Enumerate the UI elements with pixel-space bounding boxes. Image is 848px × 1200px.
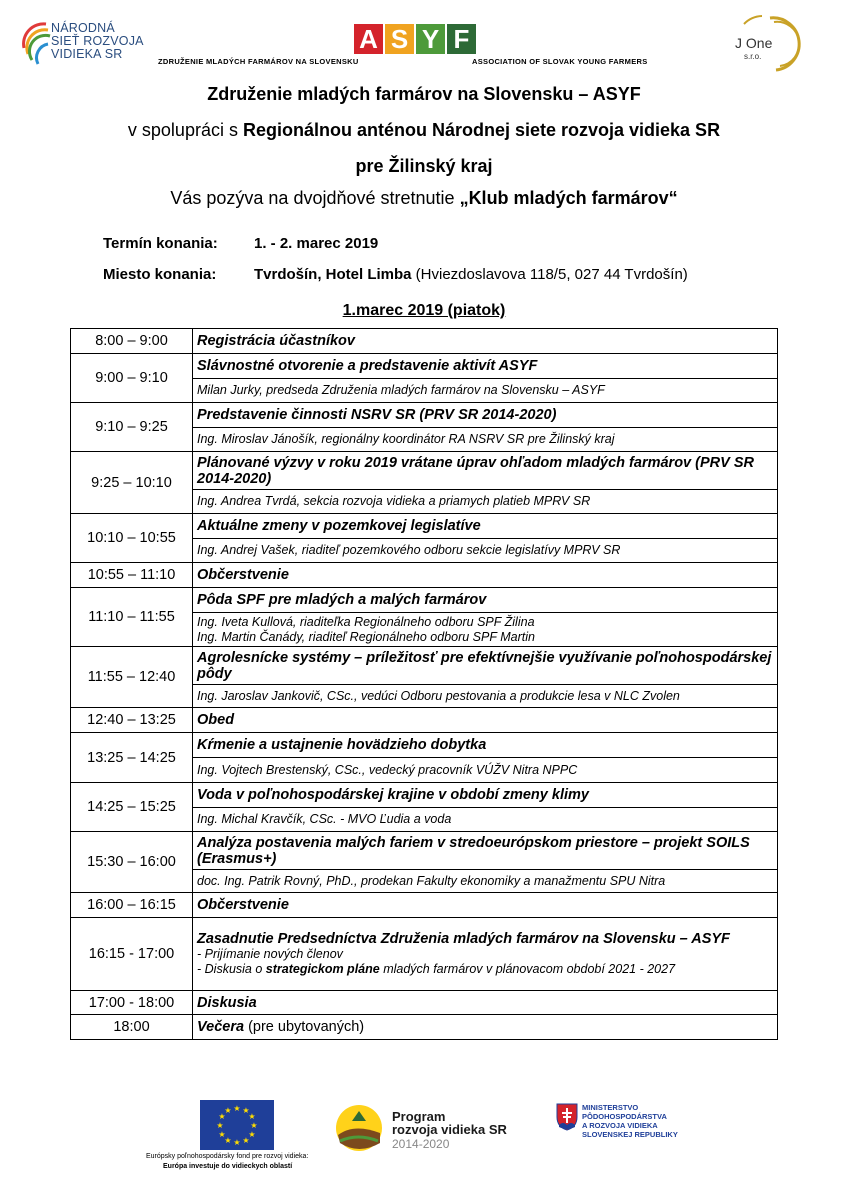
agenda-title: Obed <box>193 708 778 733</box>
asyf-letter-s: S <box>385 24 414 54</box>
heading-organization: Združenie mladých farmárov na Slovensku – ASYF <box>207 84 641 104</box>
svg-text:★: ★ <box>250 1121 258 1130</box>
agenda-title: Pôda SPF pre mladých a malých farmárov <box>193 588 778 613</box>
agenda-row <box>71 403 778 428</box>
agenda-time: 17:00 - 18:00 <box>71 991 193 1015</box>
agenda-row <box>71 832 778 870</box>
nsrv-line-2: SIEŤ ROZVOJA <box>51 34 144 48</box>
agenda-time: 15:30 – 16:00 <box>71 832 193 893</box>
prv-line-2: rozvoja vidieka SR <box>392 1122 507 1137</box>
agenda-time: 11:55 – 12:40 <box>71 647 193 708</box>
prv-line-1: Program <box>392 1109 446 1124</box>
agenda-title: Zasadnutie Predsedníctva Združenia mladých farmárov na Slovensku – ASYF <box>197 931 730 947</box>
agenda-row <box>71 514 778 539</box>
agenda-time: 14:25 – 15:25 <box>71 783 193 832</box>
agenda-time: 16:15 - 17:00 <box>71 918 193 991</box>
agenda-title: Agrolesnícke systémy – príležitosť pre efektívnejšie využívanie poľnohospodárskej pôdy <box>193 647 778 685</box>
svg-text:★: ★ <box>233 1104 241 1113</box>
agenda-speaker: Ing. Vojtech Brestenský, CSc., vedecký pracovník VÚŽV Nitra NPPC <box>193 758 778 783</box>
agenda-time: 9:25 – 10:10 <box>71 452 193 514</box>
prv-name <box>392 1110 507 1136</box>
agenda-speaker: Ing. Andrej Vašek, riaditeľ pozemkového odboru sekcie legislatívy MPRV SR <box>193 539 778 563</box>
prv-emblem-icon <box>334 1103 384 1153</box>
agenda-time: 12:40 – 13:25 <box>71 708 193 733</box>
shield-icon <box>556 1103 578 1131</box>
heading-invitation-prefix: Vás pozýva na dvojdňové stretnutie <box>170 188 460 208</box>
agenda-row <box>71 588 778 613</box>
jone-logo <box>722 12 802 76</box>
agenda-row <box>71 563 778 588</box>
agenda-speaker: Ing. Michal Kravčík, CSc. - MVO Ľudia a voda <box>193 808 778 832</box>
agenda-title: Predstavenie činnosti NSRV SR (PRV SR 2014-2020) <box>193 403 778 428</box>
heading-invitation <box>0 188 848 209</box>
agenda-title-main: Večera <box>197 1019 245 1035</box>
heading-cooperation <box>0 120 848 141</box>
agenda-title: Diskusia <box>193 991 778 1015</box>
agenda-row <box>71 647 778 685</box>
agenda-speaker: Milan Jurky, predseda Združenia mladých farmárov na Slovensku – ASYF <box>193 379 778 403</box>
agenda-speaker: Ing. Miroslav Jánošík, regionálny koordinátor RA NSRV SR pre Žilinský kraj <box>193 428 778 452</box>
jone-name: J One <box>735 35 773 51</box>
asyf-letter-y: Y <box>416 24 445 54</box>
asyf-letter-f: F <box>447 24 476 54</box>
term-label: Termín konania: <box>103 235 218 252</box>
svg-text:★: ★ <box>248 1130 256 1139</box>
eu-slogan-text: Európa investuje do vidieckych oblastí <box>163 1163 293 1170</box>
nsrv-line-1: NÁRODNÁ <box>51 21 115 35</box>
agenda-row <box>71 893 778 918</box>
agenda-row <box>71 991 778 1015</box>
place-address: (Hviezdoslavova 118/5, 027 44 Tvrdošín) <box>411 266 688 283</box>
agenda-speakers <box>193 613 778 647</box>
agenda-row <box>71 452 778 490</box>
term-value: 1. - 2. marec 2019 <box>254 235 379 252</box>
svg-text:★: ★ <box>216 1121 224 1130</box>
agenda-time: 16:00 – 16:15 <box>71 893 193 918</box>
agenda-row <box>71 329 778 354</box>
agenda-title: Slávnostné otvorenie a predstavenie aktivít ASYF <box>193 354 778 379</box>
ministry-line-3: A ROZVOJA VIDIEKA <box>582 1121 658 1130</box>
place-label: Miesto konania: <box>103 266 217 283</box>
prv-period: 2014-2020 <box>392 1137 450 1151</box>
agenda-speaker: doc. Ing. Patrik Rovný, PhD., prodekan Fakulty ekonomiky a manažmentu SPU Nitra <box>193 870 778 893</box>
agenda-time: 9:00 – 9:10 <box>71 354 193 403</box>
agenda-title: Občerstvenie <box>193 893 778 918</box>
svg-text:★: ★ <box>218 1112 226 1121</box>
agenda-time: 9:10 – 9:25 <box>71 403 193 452</box>
agenda-title: Kŕmenie a ustajnenie hovädzieho dobytka <box>193 733 778 758</box>
svg-text:★: ★ <box>233 1138 241 1147</box>
nsrv-logo <box>18 14 168 74</box>
heading-region: pre Žilinský kraj <box>355 156 493 176</box>
svg-text:★: ★ <box>224 1136 232 1145</box>
nsrv-line-3: VIDIEKA SR <box>51 47 123 61</box>
agenda-title: Voda v poľnohospodárskej krajine v období zmeny klimy <box>193 783 778 808</box>
jone-suffix: s.r.o. <box>744 52 762 61</box>
svg-text:★: ★ <box>224 1106 232 1115</box>
agenda-note-prefix: - Diskusia o <box>197 962 266 976</box>
agenda-row <box>71 783 778 808</box>
ministry-line-1: MINISTERSTVO <box>582 1103 639 1112</box>
agenda-note-emphasis: strategickom pláne <box>265 962 380 976</box>
svg-text:★: ★ <box>242 1106 250 1115</box>
agenda-time: 18:00 <box>71 1015 193 1040</box>
svg-text:★: ★ <box>218 1130 226 1139</box>
agenda-title: Analýza postavenia malých fariem v stredoeurópskom priestore – projekt SOILS (Erasmus+) <box>193 832 778 870</box>
agenda-title-note: (pre ubytovaných) <box>244 1019 365 1035</box>
agenda-note <box>197 962 773 977</box>
place-name: Tvrdošín, Hotel Limba <box>254 266 412 283</box>
heading-cooperation-partner: Regionálnou anténou Národnej siete rozvoja vidieka SR <box>242 120 721 140</box>
agenda-title: Registrácia účastníkov <box>193 329 778 354</box>
agenda-speaker: Ing. Martin Čanády, riaditeľ Regionálneho odboru SPF Martin <box>197 629 535 644</box>
prv-landscape-icon <box>334 1103 384 1153</box>
asyf-logo <box>354 24 478 56</box>
asyf-name-en: ASSOCIATION OF SLOVAK YOUNG FARMERS <box>472 57 648 66</box>
agenda-row <box>71 918 778 991</box>
agenda-speaker: Ing. Jaroslav Jankovič, CSc., vedúci Odboru pestovania a produkcie lesa v NLC Zvolen <box>193 685 778 708</box>
agenda-speaker: Ing. Andrea Tvrdá, sekcia rozvoja vidieka a priamych platieb MPRV SR <box>193 490 778 514</box>
agenda-speaker: Ing. Iveta Kullová, riaditeľka Regionálneho odboru SPF Žilina <box>197 614 535 629</box>
agenda-title: Občerstvenie <box>193 563 778 588</box>
agenda-title <box>193 1015 778 1040</box>
agenda-title-with-notes <box>193 918 778 991</box>
day-heading: 1.marec 2019 (piatok) <box>342 302 506 319</box>
nsrv-swirl-icon <box>18 18 52 68</box>
eu-flag-icon <box>200 1100 274 1150</box>
agenda-row <box>71 733 778 758</box>
agenda-title: Plánované výzvy v roku 2019 vrátane úprav ohľadom mladých farmárov (PRV SR 2014-2020) <box>193 452 778 490</box>
nsrv-logo-text <box>51 22 144 61</box>
agenda-note: - Prijímanie nových členov <box>197 947 343 961</box>
agenda-note-rest: mladých farmárov v plánovacom období 2021 - 2027 <box>379 962 676 976</box>
agenda-row <box>71 1015 778 1040</box>
agenda-time: 10:10 – 10:55 <box>71 514 193 563</box>
eu-stars-icon <box>200 1100 274 1150</box>
ministry-line-2: PÔDOHOSPODÁRSTVA <box>582 1112 667 1121</box>
agenda-time: 8:00 – 9:00 <box>71 329 193 354</box>
place-value <box>254 266 688 283</box>
slovak-coat-of-arms-icon <box>556 1103 578 1131</box>
heading-event-name: „Klub mladých farmárov“ <box>459 188 678 208</box>
agenda-time: 13:25 – 14:25 <box>71 733 193 783</box>
ministry-name <box>582 1103 678 1139</box>
agenda-time: 11:10 – 11:55 <box>71 588 193 647</box>
asyf-name-sk: ZDRUŽENIE MLADÝCH FARMÁROV NA SLOVENSKU <box>158 57 359 66</box>
agenda-title: Aktuálne zmeny v pozemkovej legislatíve <box>193 514 778 539</box>
asyf-letter-a: A <box>354 24 383 54</box>
agenda-row <box>71 354 778 379</box>
svg-text:★: ★ <box>242 1136 250 1145</box>
agenda-time: 10:55 – 11:10 <box>71 563 193 588</box>
agenda-row <box>71 708 778 733</box>
ministry-line-4: SLOVENSKEJ REPUBLIKY <box>582 1130 678 1139</box>
agenda-table <box>70 328 778 1040</box>
heading-cooperation-prefix: v spolupráci s <box>127 120 243 140</box>
eu-fund-text: Európsky poľnohospodársky fond pre rozvoj vidieka: <box>146 1153 309 1160</box>
svg-text:★: ★ <box>248 1112 256 1121</box>
